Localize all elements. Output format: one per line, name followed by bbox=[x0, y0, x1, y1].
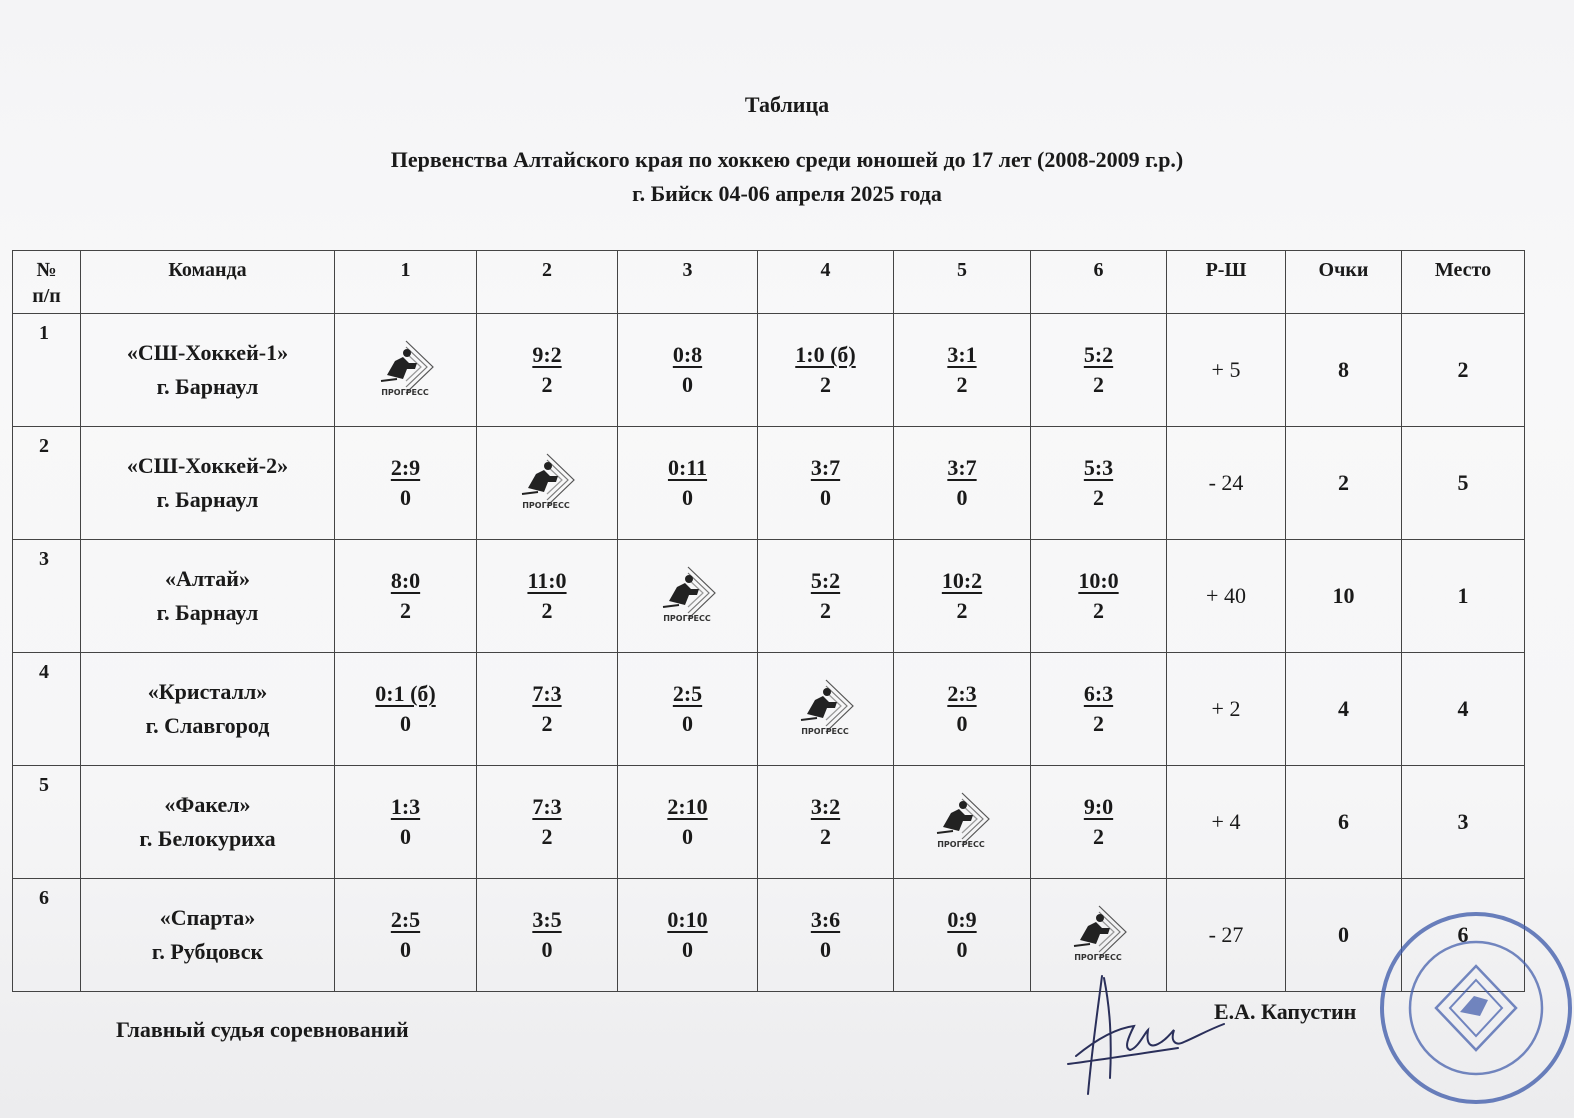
team-city: г. Барнаул bbox=[156, 374, 259, 399]
progress-logo bbox=[1060, 904, 1138, 962]
header-col-4: 4 bbox=[758, 251, 894, 314]
chief-judge-name: Е.А. Капустин bbox=[1214, 999, 1357, 1024]
goal-difference: + 4 bbox=[1167, 766, 1286, 879]
match-score: 3:5 bbox=[532, 907, 562, 932]
match-points: 2 bbox=[819, 372, 831, 397]
table-row bbox=[13, 766, 1525, 879]
match-points: 0 bbox=[399, 937, 411, 962]
match-score: 2:5 bbox=[390, 907, 421, 932]
goal-difference: + 5 bbox=[1167, 314, 1286, 427]
self-match-cell bbox=[477, 427, 618, 540]
team-cell bbox=[81, 540, 335, 653]
match-points: 2 bbox=[819, 598, 831, 623]
final-place: 2 bbox=[1402, 314, 1525, 427]
self-match-cell bbox=[335, 314, 477, 427]
match-points: 2 bbox=[819, 824, 831, 849]
match-points: 2 bbox=[1092, 372, 1104, 397]
team-cell bbox=[81, 427, 335, 540]
progress-logo-text: ПРОГРЕСС bbox=[937, 839, 985, 849]
match-points: 2 bbox=[1092, 598, 1104, 623]
result-cell bbox=[477, 314, 618, 427]
match-points: 0 bbox=[399, 824, 411, 849]
result-cell bbox=[477, 879, 618, 992]
result-cell bbox=[1031, 427, 1167, 540]
goal-difference: + 40 bbox=[1167, 540, 1286, 653]
team-name: «Факел» bbox=[164, 792, 251, 817]
match-points: 2 bbox=[399, 598, 411, 623]
match-score: 0:11 bbox=[667, 455, 708, 480]
match-points: 2 bbox=[541, 711, 553, 736]
result-cell bbox=[758, 766, 894, 879]
result-cell bbox=[335, 540, 477, 653]
final-place: 1 bbox=[1402, 540, 1525, 653]
result-cell bbox=[894, 879, 1031, 992]
header-col-3: 3 bbox=[618, 251, 758, 314]
match-points: 0 bbox=[681, 372, 693, 397]
result-cell bbox=[335, 766, 477, 879]
match-score: 9:0 bbox=[1083, 794, 1114, 819]
standings-table bbox=[12, 250, 1525, 992]
match-points: 0 bbox=[681, 711, 693, 736]
match-score: 3:1 bbox=[947, 342, 977, 367]
match-score: 5:2 bbox=[810, 568, 841, 593]
match-points: 0 bbox=[399, 485, 411, 510]
match-score: 0:1 (б) bbox=[375, 681, 436, 706]
progress-logo-text: ПРОГРЕСС bbox=[1073, 952, 1122, 962]
total-points: 6 bbox=[1286, 766, 1402, 879]
team-name: «Спарта» bbox=[159, 905, 256, 930]
match-points: 2 bbox=[541, 598, 553, 623]
final-place: 4 bbox=[1402, 653, 1525, 766]
match-score: 5:3 bbox=[1083, 455, 1114, 480]
progress-logo-text: ПРОГРЕСС bbox=[522, 500, 570, 510]
result-cell bbox=[1031, 314, 1167, 427]
match-points: 2 bbox=[1092, 485, 1104, 510]
match-score: 10:2 bbox=[941, 568, 983, 593]
match-score: 8:0 bbox=[390, 568, 421, 593]
result-cell bbox=[335, 653, 477, 766]
self-match-cell bbox=[894, 766, 1031, 879]
result-cell bbox=[618, 766, 758, 879]
progress-logo bbox=[923, 791, 1001, 849]
match-points: 0 bbox=[399, 711, 411, 736]
header-points: Очки bbox=[1286, 251, 1402, 314]
match-score: 0:8 bbox=[672, 342, 703, 367]
team-name: «Алтай» bbox=[165, 566, 250, 591]
result-cell bbox=[618, 427, 758, 540]
row-number: 2 bbox=[13, 427, 81, 540]
result-cell bbox=[618, 879, 758, 992]
match-points: 2 bbox=[541, 824, 553, 849]
match-points: 2 bbox=[541, 372, 553, 397]
match-points: 0 bbox=[541, 937, 553, 962]
progress-logo-text: ПРОГРЕСС bbox=[662, 613, 711, 623]
goal-difference: - 24 bbox=[1167, 427, 1286, 540]
match-score: 7:3 bbox=[532, 681, 562, 706]
header-team: Команда bbox=[81, 251, 335, 314]
progress-logo bbox=[367, 339, 445, 397]
document-title: Таблица bbox=[744, 92, 830, 117]
total-points: 0 bbox=[1286, 879, 1402, 992]
match-score: 2:10 bbox=[667, 794, 708, 819]
result-cell bbox=[477, 653, 618, 766]
header-col-2: 2 bbox=[477, 251, 618, 314]
match-score: 9:2 bbox=[532, 342, 562, 367]
table-row bbox=[13, 427, 1525, 540]
goal-difference: + 2 bbox=[1167, 653, 1286, 766]
result-cell bbox=[1031, 653, 1167, 766]
match-score: 3:6 bbox=[810, 907, 841, 932]
result-cell bbox=[335, 879, 477, 992]
result-cell bbox=[758, 427, 894, 540]
team-cell bbox=[81, 314, 335, 427]
team-city: г. Барнаул bbox=[156, 487, 259, 512]
match-points: 0 bbox=[956, 485, 968, 510]
team-city: г. Рубцовск bbox=[151, 939, 264, 964]
team-cell bbox=[81, 879, 335, 992]
header-diff: Р-Ш bbox=[1167, 251, 1286, 314]
chief-judge-label: Главный судья соревнований bbox=[116, 1017, 409, 1042]
match-score: 1:3 bbox=[390, 794, 421, 819]
header-col-1: 1 bbox=[335, 251, 477, 314]
match-score: 0:9 bbox=[947, 907, 977, 932]
team-city: г. Славгород bbox=[145, 713, 270, 738]
row-number: 3 bbox=[13, 540, 81, 653]
team-name: «Кристалл» bbox=[147, 679, 268, 704]
final-place: 5 bbox=[1402, 427, 1525, 540]
table-row bbox=[13, 314, 1525, 427]
result-cell bbox=[758, 879, 894, 992]
team-cell bbox=[81, 766, 335, 879]
match-score: 6:3 bbox=[1083, 681, 1114, 706]
team-cell bbox=[81, 653, 335, 766]
row-number: 4 bbox=[13, 653, 81, 766]
self-match-cell bbox=[758, 653, 894, 766]
match-score: 3:2 bbox=[810, 794, 841, 819]
organization-stamp bbox=[1376, 908, 1574, 1108]
table-row bbox=[13, 540, 1525, 653]
result-cell bbox=[335, 427, 477, 540]
match-score: 5:2 bbox=[1083, 342, 1114, 367]
result-cell bbox=[477, 540, 618, 653]
match-points: 0 bbox=[682, 485, 693, 510]
match-score: 10:0 bbox=[1078, 568, 1119, 593]
progress-logo bbox=[649, 565, 727, 623]
result-cell bbox=[1031, 540, 1167, 653]
goal-difference: - 27 bbox=[1167, 879, 1286, 992]
row-number: 6 bbox=[13, 879, 81, 992]
table-body bbox=[13, 314, 1525, 992]
team-name: «СШ-Хоккей-1» bbox=[126, 340, 289, 365]
result-cell bbox=[618, 653, 758, 766]
match-score: 2:5 bbox=[672, 681, 703, 706]
table-row bbox=[13, 879, 1525, 992]
result-cell bbox=[894, 540, 1031, 653]
progress-logo-text: ПРОГРЕСС bbox=[380, 387, 429, 397]
table-header-row bbox=[13, 251, 1525, 314]
result-cell bbox=[758, 540, 894, 653]
result-cell bbox=[758, 314, 894, 427]
team-city: г. Белокуриха bbox=[139, 826, 276, 851]
header-place: Место bbox=[1402, 251, 1525, 314]
match-score: 2:3 bbox=[947, 681, 977, 706]
match-points: 0 bbox=[681, 824, 693, 849]
match-points: 0 bbox=[956, 711, 968, 736]
progress-logo-text: ПРОГРЕСС bbox=[800, 726, 849, 736]
final-place: 3 bbox=[1402, 766, 1525, 879]
row-number: 5 bbox=[13, 766, 81, 879]
progress-logo bbox=[508, 452, 586, 510]
location-date: г. Бийск 04-06 апреля 2025 года bbox=[632, 181, 942, 206]
team-city: г. Барнаул bbox=[156, 600, 259, 625]
table-row bbox=[13, 653, 1525, 766]
progress-logo bbox=[787, 678, 865, 736]
match-score: 3:7 bbox=[947, 455, 977, 480]
match-score: 0:10 bbox=[667, 907, 708, 932]
header-col-5: 5 bbox=[894, 251, 1031, 314]
result-cell bbox=[894, 427, 1031, 540]
match-score: 7:3 bbox=[532, 794, 562, 819]
total-points: 2 bbox=[1286, 427, 1402, 540]
match-score: 2:9 bbox=[390, 455, 421, 480]
result-cell bbox=[894, 314, 1031, 427]
result-cell bbox=[477, 766, 618, 879]
match-score: 1:0 (б) bbox=[795, 342, 856, 367]
match-points: 0 bbox=[681, 937, 693, 962]
match-points: 0 bbox=[956, 937, 968, 962]
match-points: 2 bbox=[1092, 711, 1104, 736]
result-cell bbox=[1031, 766, 1167, 879]
match-score: 3:7 bbox=[810, 455, 841, 480]
match-points: 0 bbox=[819, 937, 831, 962]
match-score: 11:0 bbox=[527, 568, 567, 593]
row-number: 1 bbox=[13, 314, 81, 427]
total-points: 8 bbox=[1286, 314, 1402, 427]
header-num-line1: № bbox=[36, 259, 57, 281]
team-name: «СШ-Хоккей-2» bbox=[126, 453, 289, 478]
total-points: 10 bbox=[1286, 540, 1402, 653]
final-place: 6 bbox=[1402, 879, 1525, 992]
header-num bbox=[13, 251, 81, 314]
match-points: 2 bbox=[956, 598, 968, 623]
result-cell bbox=[894, 653, 1031, 766]
match-points: 2 bbox=[1092, 824, 1104, 849]
match-points: 2 bbox=[956, 372, 968, 397]
self-match-cell bbox=[618, 540, 758, 653]
total-points: 4 bbox=[1286, 653, 1402, 766]
signature-image bbox=[1058, 968, 1228, 1098]
header-num-line2: п/п bbox=[32, 285, 61, 307]
result-cell bbox=[618, 314, 758, 427]
match-points: 0 bbox=[819, 485, 831, 510]
document-subtitle: Первенства Алтайского края по хоккею среди юношей до 17 лет (2008-2009 г.р.) bbox=[390, 147, 1184, 172]
header-col-6: 6 bbox=[1031, 251, 1167, 314]
